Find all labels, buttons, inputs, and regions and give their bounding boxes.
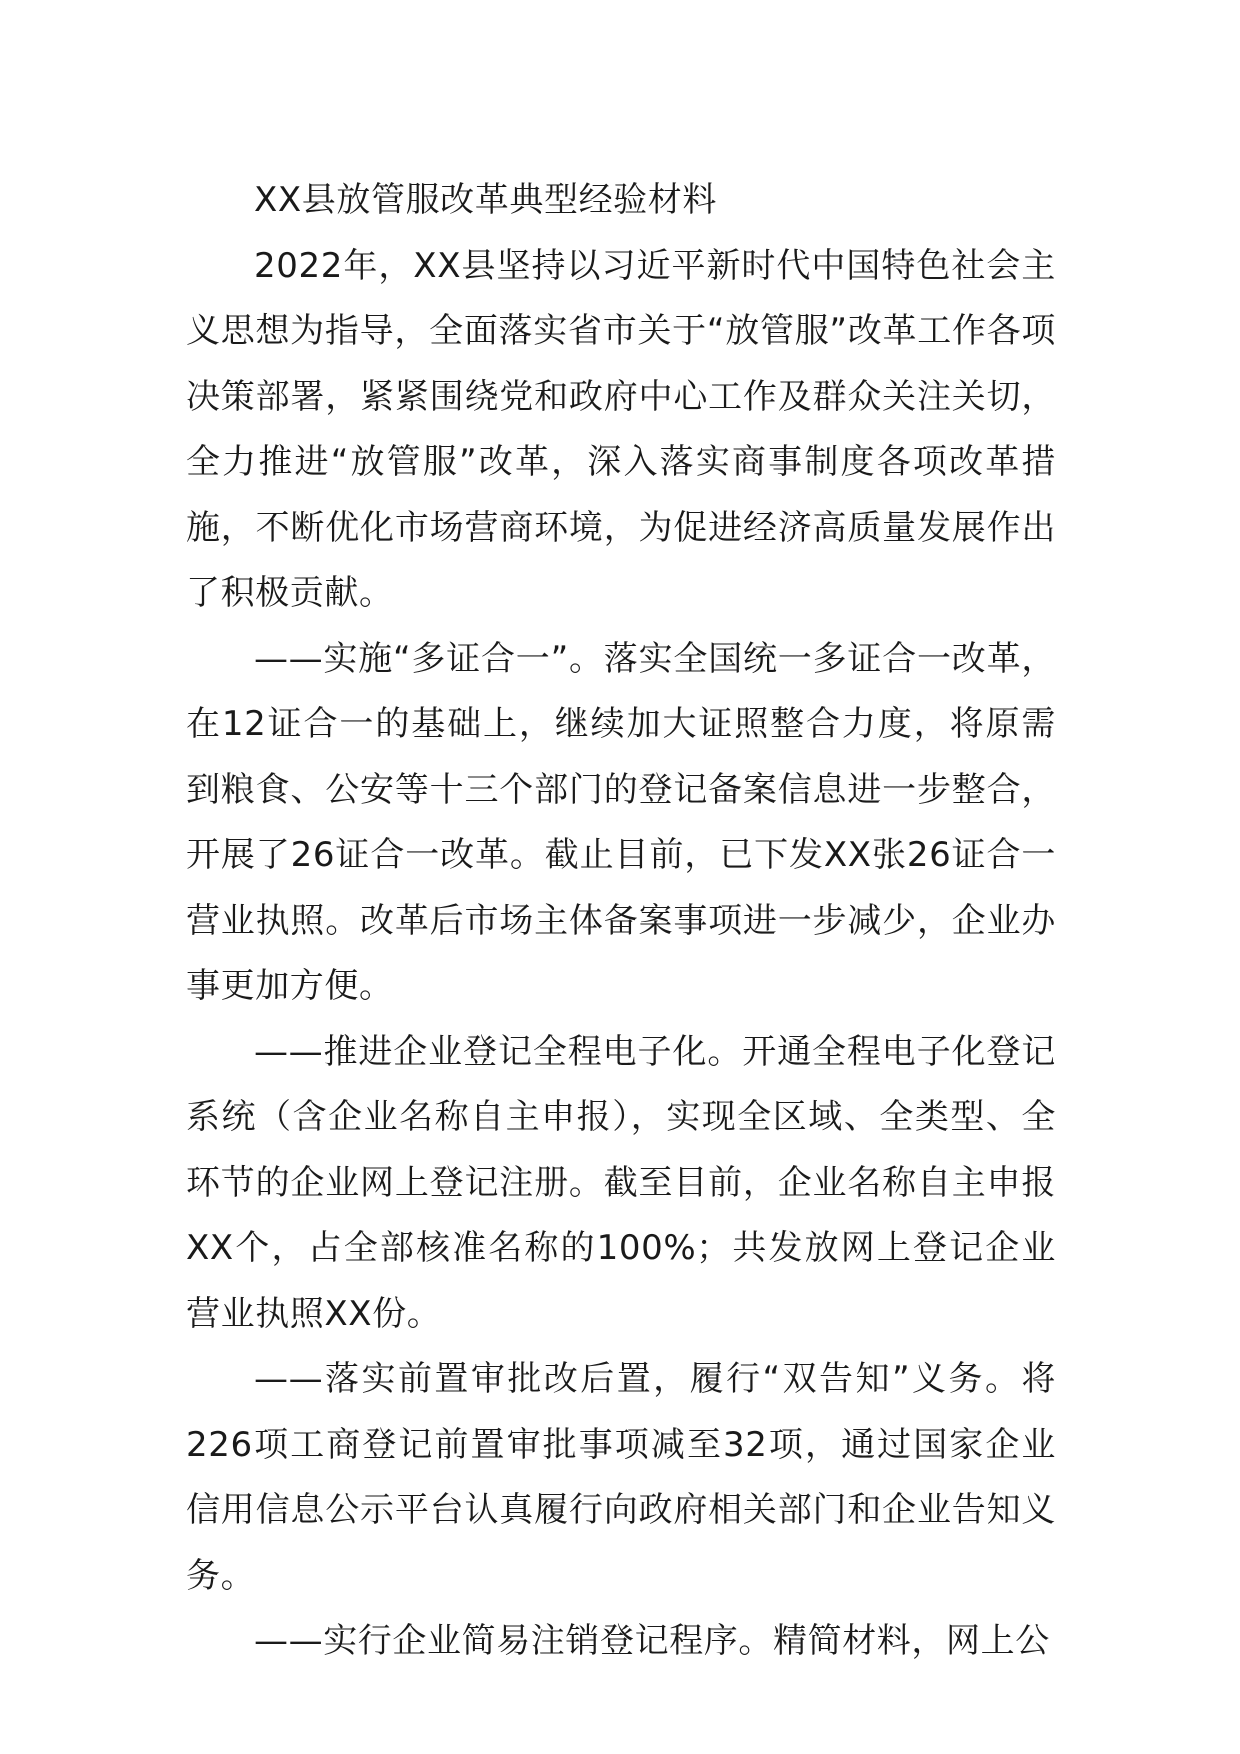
paragraph-pre-approval: ——落实前置审批改后置，履行“双告知”义务。将226项工商登记前置审批事项减至32项，通过国家企业信用信息公示平台认真履行向政府相关部门和企业告知义务。: [186, 1359, 1056, 1596]
paragraph-multi-certificate: ——实施“多证合一”。落实全国统一多证合一改革，在12证合一的基础上，继续加大证照整合力度，将原需到粮食、公安等十三个部门的登记备案信息进一步整合，开展了26证合一改革。截止目前，已下发XX张26证合一营业执照。改革后市场主体备案事项进一步减少，企业办事更加方便。: [186, 638, 1056, 1006]
document-title: XX县放管服改革典型经验材料: [254, 180, 717, 220]
document-body: [186, 168, 1056, 1675]
paragraph-electronic-registration: ——推进企业登记全程电子化。开通全程电子化登记系统（含企业名称自主申报），实现全区域、全类型、全环节的企业网上登记注册。截至目前，企业名称自主申报XX个，占全部核准名称的100%；共发放网上登记企业营业执照XX份。: [186, 1031, 1056, 1334]
paragraph-simple-deregistration: ——实行企业简易注销登记程序。精简材料，网上公: [254, 1621, 1050, 1661]
paragraph-intro: 2022年，XX县坚持以习近平新时代中国特色社会主义思想为指导，全面落实省市关于“放管服”改革工作各项决策部署，紧紧围绕党和政府中心工作及群众关注关切，全力推进“放管服”改革，深入落实商事制度各项改革措施，不断优化市场营商环境，为促进经济高质量发展作出了积极贡献。: [186, 245, 1056, 613]
